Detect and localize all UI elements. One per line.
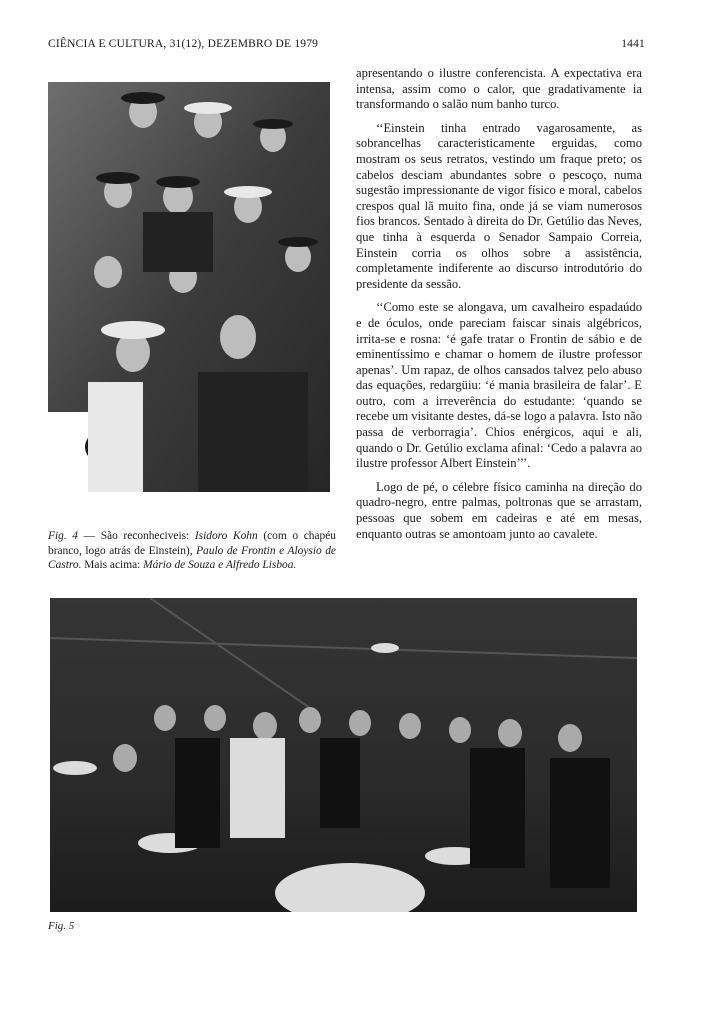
crowd-photo-icon — [48, 82, 330, 492]
paragraph: apresentando o ilustre conferencista. A expectativa era intensa, assim como o calor, que gradativamente ia transformando o salão num banho turco. — [356, 66, 642, 112]
caption-person-3: Mário de Souza e Alfredo Lisboa. — [143, 559, 297, 571]
caption-person-1: Isidoro Kohn — [194, 530, 258, 542]
figure-5-caption: Fig. 5 — [48, 920, 75, 932]
page-number: 1441 — [621, 38, 645, 50]
paragraph: ‘‘Como este se alongava, um cavalheiro espadaúdo e de óculos, onde pareciam faiscar sinais algébricos, irrita-se e rosna: ‘é gafe tratar o Frontin de sábio e de eminentíssimo e chamar o homem de ilustre professor apenas’. Um rapaz, de olhos cansados talvez pelo abuso das equações, redargüiu: ‘é mania brasileira de falar’. E outro, com a irreverência do estudante: ‘quando se recebe um visitante destes, dá-se logo a palavra. Isto não passa de verborragia’. Chios enérgicos, aqui e ali, quando o Dr. Getúlio exclama afinal: ‘Cedo a palavra ao ilustre professor Albert Einstein’’’. — [356, 300, 642, 471]
paragraph: Logo de pé, o célebre físico caminha na direção do quadro-negro, entre palmas, poltronas que se arrastam, pessoas que sobem em cadeiras e até em mesas, enquanto outras se amontoam junto ao cavalete. — [356, 479, 642, 541]
article-text-column — [356, 66, 642, 550]
journal-title: CIÊNCIA E CULTURA, 31(12), DEZEMBRO DE 1979 — [48, 38, 319, 50]
figure-4-caption: Fig. 4 — São reconheciveis: Isidoro Kohn (com o chapéu branco, logo atrás de Einstein), Paulo de Frontin e Aloysio de Castro. Mais acima: Mário de Souza e Alfredo Lisboa. — [48, 530, 336, 571]
group-photo-icon — [50, 598, 637, 912]
caption-person-2: Paulo de Frontin e Aloysio de Castro. — [48, 544, 336, 571]
figure-4-label: Fig. 4 — [48, 530, 79, 542]
figure-5-photo — [50, 598, 637, 912]
figure-4-photo — [48, 82, 330, 492]
paragraph: ‘‘Einstein tinha entrado vagarosamente, as sobrancelhas caracteristicamente erguidas, como mostram os seus retratos, vestindo um fraque preto; os cabelos desciam abundantes sobre o pescoço, numa sugestão impressionante de vigor físico e moral, cabelos crespos qual lã muito fina, onde já se viam numerosos fios brancos. Sentado à direita do Dr. Getúlio das Neves, que tinha à esquerda o Senador Sampaio Correia, Einstein corria os olhos sobre a assistência, completamente indiferente ao discurso introdutório do presidente da sessão. — [356, 120, 642, 291]
running-header — [48, 38, 645, 50]
